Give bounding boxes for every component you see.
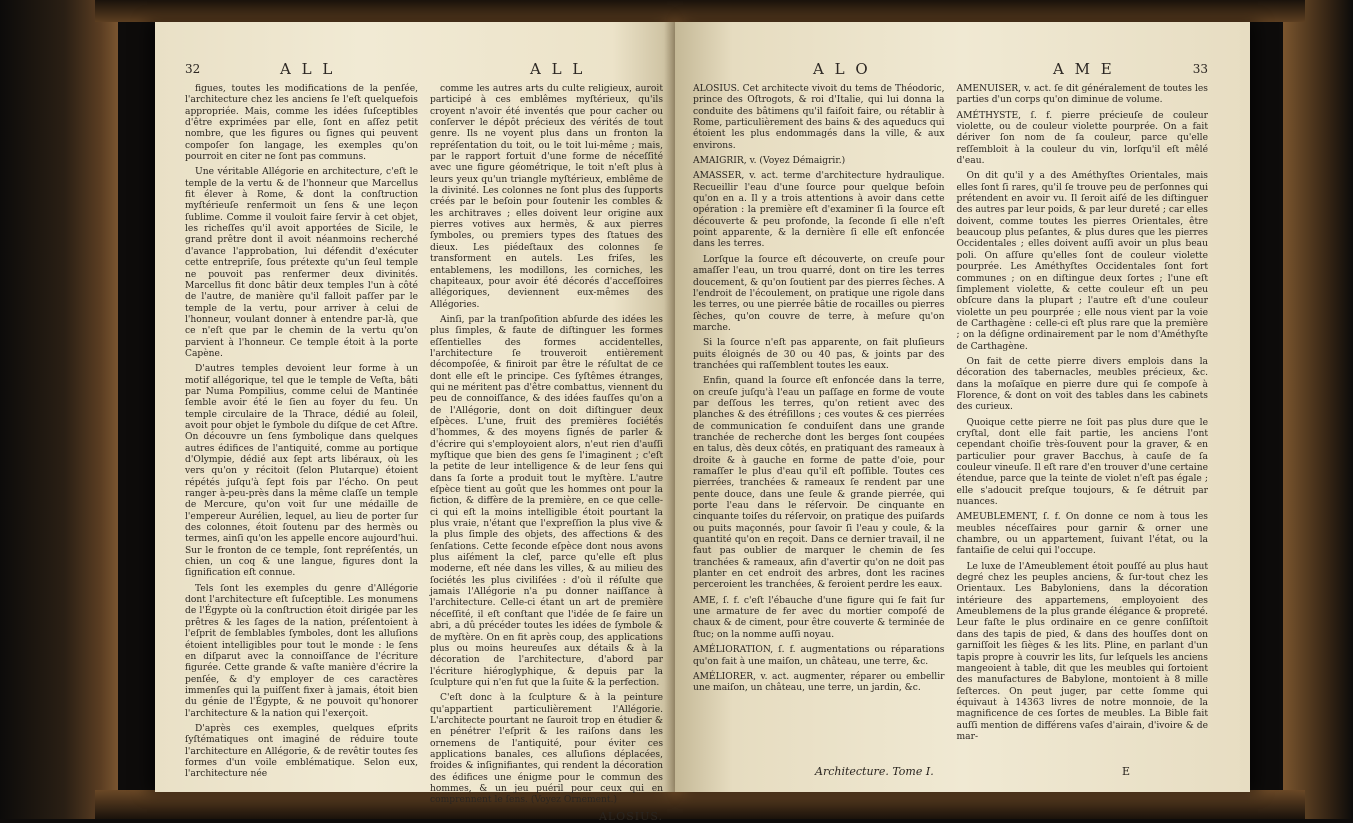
catchword: ALOSIUS. <box>598 809 663 823</box>
entry-amasser: AMASSER, v. act. terme d'architecture hydraulique. Recueillir l'eau d'une ſource pour quelque beſoin qu'on en a. Il y a trois attentions à avoir dans cette opération : la première eſt d'examiner ſi la ſource eſt découverte & peu profonde, la ſeconde ſi elle n'eſt point apparente, & la dernière ſi elle eſt enfoncée dans les terres. <box>693 171 945 250</box>
paragraph: D'autres temples devoient leur forme à un motif allégorique, tel que le temple de Veſta, bâti par Numa Pompilius, comme celui de Mantinée ſemble avoir été le ſien au foyer du feu. Un temple circulaire de la Thrace, dédié au ſoleil, avoit pour objet le ſymbole du diſque de cet Aſtre. On découvre un ſens ſymbolique dans quelques autres édifices de l'antiquité, comme au portique d'Olympie, dédié aux ſept arts libéraux, où les vers qu'on y récitoit (ſelon Plutarque) étoient répétés juſqu'à ſept fois par l'écho. On peut ranger à-peu-près dans la même claſſe un temple de Mercure, qu'on voit ſur une médaille de l'empereur Aurélien, lequel, au lieu de porter ſur des colonnes, étoit ſoutenu par des hermès ou termes, ainſi qu'on les appelle encore aujourd'hui. Sur le fronton de ce temple, ſont repréſentés, un chien, un coq & une langue, figures dont la ſignification eſt connue. <box>185 364 418 579</box>
left-page <box>155 22 675 823</box>
right-page-number: 33 <box>1192 62 1208 76</box>
paragraph: D'après ces exemples, quelques eſprits ſyſtématiques ont imaginé de réduire toute l'architecture en Allégorie, & de revêtir toutes ſes formes d'un voile emblématique. Selon eux, l'architecture née <box>185 723 418 780</box>
paragraph: On dit qu'il y a des Améthyſtes Orientales, mais elles ſont ſi rares, qu'il ſe trouve peu de perſonnes qui prétendent en avoir vu. Il ſeroit aiſé de les diſtinguer des autres par leur poids, & par leur dureté ; car elles doivent, comme toutes les pierres Orientales, être beaucoup plus peſantes, & plus dures que les pierres Occidentales ; elles doivent auſſi avoir un plus beau poli. On aſſure qu'elles ſont de couleur violette pourprée. Les Améthyſtes Occidentales ſont fort communes ; on en diſtingue deux ſortes ; l'une eſt ſimplement violette, & cette couleur eſt un peu obſcure dans la plupart ; l'autre eſt d'une couleur violette un peu pourprée ; elle nous vient par la voie de Carthagène : celle-ci eſt plus rare que la première ; on la déſigne ordinairement par le nom d'Améthyſte de Carthagène. <box>956 171 1208 352</box>
paragraph: Enfin, quand la ſource eſt enfoncée dans la terre, on creuſe juſqu'à l'eau un paſſage en forme de voute par deſſous les terres, qu'on retient avec des planches & des étréſillons ; ces voutes & ces pierrées de communication ſe conduiſent dans une grande tranchée de recherche dont les berges ſont coupées en talus, dès deux côtés, en pratiquant des rameaux à droite & à gauche en forme de patte d'oie, pour ramaſſer le plus d'eau qu'il eſt poſſible. Toutes ces pierrées, tranchées & rameaux ſe rendent par une pente douce, dans une ſeule & grande pierrée, qui porte l'eau dans le réſervoir. De cinquante en cinquante toiſes du réſervoir, on pratique des puiſards ou puits maçonnés, pour ſavoir ſi l'eau y coule, & la quantité qu'on en reçoit. Dans ce dernier travail, il ne faut pas oublier de marquer le chemin de ſes tranchées & rameaux, afin d'avertir qu'on ne doit pas planter en cet endroit des arbres, dont les racines perceroient les tranchées, & feroient perdre les eaux. <box>693 376 945 591</box>
paragraph: Le luxe de l'Ameublement étoit pouſſé au plus haut degré chez les peuples anciens, & ſur-tout chez les Orientaux. Les Babyloniens, dans la décoration intérieure des appartemens, employoient des Ameublemens de la plus grande élégance & propreté. Leur faſte le plus ordinaire en ce genre conſiſtoit dans des tapis de pied, & dans des houſſes dont on garniſſoit les ſièges & les lits. Pline, en parlant d'un tapis propre à couvrir les lits, ſur leſquels les anciens mangeoient à table, dit que les meubles qui ſortoient des manufactures de Babylone, montoient à 8 mille ſeſterces. On peut juger, par cette ſomme qui équivaut à 14363 livres de notre monnoie, de la magnificence de ces ſortes de meubles. La Bible fait auſſi mention de différens vaſes d'airain, d'ivoire & de mar- <box>956 561 1208 742</box>
right-columns <box>693 84 1208 747</box>
right-column-1 <box>693 84 945 747</box>
left-column-1 <box>185 84 418 822</box>
paragraph: Une véritable Allégorie en architecture, c'eſt le temple de la vertu & de l'honneur que Marcellus fit élever à Rome, & dont la conſtruction myſtérieuſe renfermoit un ſens & une leçon ſublime. Comme il vouloit faire ſervir à cet objet, les richeſſes qu'il avoit apportées de Sicile, le grand prêtre dont il avoit néanmoins recherché d'avance l'approbation, lui défendit d'exécuter cette entrepriſe, ſous prétexte qu'un ſeul temple ne pouvoit pas renfermer deux divinités. Marcellus fit donc bâtir deux temples l'un à côté de l'autre, de manière qu'il falloit paſſer par le temple de la vertu, pour arriver à celui de l'honneur, voulant donner à entendre par-là, que ce n'eſt que par le chemin de la vertu qu'on parvient à l'honneur. Ce temple étoit à la porte Capène. <box>185 167 418 359</box>
right-head-right: A M E <box>1053 60 1115 78</box>
paragraph: Si la ſource n'eſt pas apparente, on fait pluſieurs puits éloignés de 30 ou 40 pas, & joints par des tranchées qui raſſemblent toutes les eaux. <box>693 338 945 371</box>
scan-background-right <box>1283 0 1353 819</box>
signature-line: Architecture. Tome I. <box>815 765 934 778</box>
entry-ameliorer: AMÉLIORER, v. act. augmenter, réparer ou embellir une maiſon, un château, une terre, un jardin, &c. <box>693 671 945 694</box>
right-running-head <box>693 60 1208 84</box>
paragraph: Tels ſont les exemples du genre d'Allégorie dont l'architecture eſt ſuſceptible. Les monumens de l'Égypte où la conſtruction étoit dirigée par les prêtres & les ſages de la nation, préſentoient à l'eſprit de ſemblables ſymboles, dont les alluſions étoient intelligibles pour tout le monde : le ſens en diſparut avec la connoiſſance de l'écriture figurée. Cette grande & vaſte manière d'écrire la penſée, & d'y employer de ces caractères immenſes qui la puiſſent fixer à jamais, étoit bien du génie de l'Égypte, & ne pouvoit qu'honorer l'architecture & la nation qui l'exerçoit. <box>185 583 418 719</box>
scan-background-left <box>0 0 118 819</box>
paragraph: comme les autres arts du culte religieux, auroit participé à ces emblêmes myſtérieux, qu'ils croyent n'avoir été inventés que pour cacher ou conſerver le dépôt précieux des vérités de tout genre. Ils ne voyent plus dans un fronton la repréſentation du toit, ou le toit lui-même ; mais, par le rapport fortuit d'une forme de néceſſité avec une figure géométrique, le toit n'eſt plus à leurs yeux qu'un triangle myſtérieux, emblême de la divinité. Les colonnes ne ſont plus des ſupports créés par le beſoin pour ſoutenir les combles & les architraves ; elles doivent leur origine aux pierres votives aux hermès, & aux pierres ſymboles, ou premiers types des ſtatues des dieux. Les piédeſtaux des colonnes ſe transforment en autels. Les friſes, les entablemens, les modillons, les corniches, les chapiteaux, pour avoir été décorés d'acceſſoires allégoriques, deviennent eux-mêmes des Allégories. <box>430 84 663 310</box>
left-column-2 <box>430 84 663 822</box>
left-running-head <box>185 60 663 84</box>
right-page <box>675 22 1250 792</box>
paragraph: figues, toutes les modifications de la penſée, l'architecture chez les anciens ſe l'eſt quelquefois appropriée. Mais, comme les idées ſuſceptibles d'être exprimées par elle, ſont en aſſez petit nombre, que les figures ou ſignes qui peuvent compoſer ſon langage, les exemples qu'on pourroit en citer ne ſont pas communs. <box>185 84 418 163</box>
entry-ameublement: AMEUBLEMENT, ſ. f. On donne ce nom à tous les meubles néceſſaires pour garnir & orner une chambre, ou un appartement, ſuivant l'état, ou la fantaiſie de celui qui l'occupe. <box>956 512 1208 557</box>
left-columns <box>185 84 663 822</box>
right-head-left: A L O <box>813 60 871 78</box>
paragraph: Quoique cette pierre ne ſoit pas plus dure que le cryſtal, dont elle fait partie, les anciens l'ont cependant choiſie très-ſouvent pour la graver, & en particulier pour graver Bacchus, à cauſe de ſa couleur vineuſe. Il eſt rare d'en trouver d'une certaine étendue, parce que la teinte de violet n'eſt pas égale ; elle s'adoucit preſque toujours, & ſe détruit par nuances. <box>956 417 1208 508</box>
entry-amaigrir: AMAIGRIR, v. (Voyez Démaigrir.) <box>693 156 846 167</box>
paragraph: C'eſt donc à la ſculpture & à la peinture qu'appartient particulièrement l'Allégorie. L'architecte pourtant ne ſauroit trop en étudier & en pénétrer l'eſprit & les raiſons dans les ornemens de l'antiquité, pour éviter ces applications banales, ces alluſions déplacées, froides & inſignifiantes, qui rendent la décoration des édifices une énigme pour le commun des hommes, & un jeu puéril pour ceux qui en comprennent le ſens. (Voyez Ornement.) <box>430 693 663 806</box>
entry-alosius: ALOSIUS. Cet architecte vivoit du tems de Théodoric, prince des Oſtrogots, & roi d'Italie, qui lui donna la conduite des bâtimens qu'il faiſoit faire, ou rétablir à Rome, particulièrement des bains & des aqueducs qui étoient les plus endommagés dans la ville, & aux environs. <box>693 84 945 151</box>
entry-amelioration: AMÉLIORATION, ſ. f. augmentations ou réparations qu'on fait à une maiſon, un château, une terre, &c. <box>693 645 945 667</box>
paragraph: On fait de cette pierre divers emplois dans la décoration des tabernacles, meubles précieux, &c. dans la moſaïque en pierre dure qui ſe compoſe à Florence, & dont on voit des tables dans les cabinets des curieux. <box>956 356 1208 413</box>
left-head-left: A L L <box>280 60 336 78</box>
entry-amethyste: AMÉTHYSTE, ſ. f. pierre précieuſe de couleur violette, ou de couleur violette pourprée. On a fait dériver ſon nom de ſa couleur, parce qu'elle reſſembloit à la couleur du vin, lorſqu'il eſt mêlé d'eau. <box>956 110 1208 167</box>
signature-mark: E <box>1121 765 1130 778</box>
book-cover-top <box>95 0 1305 22</box>
left-page-number: 32 <box>185 62 201 76</box>
paragraph: Ainſi, par la tranſpoſition abſurde des idées les plus ſimples, & faute de diſtinguer les formes eſſentielles des formes accidentelles, l'architecture ſe trouveroit entièrement décompoſée, & finiroit par être le réſultat de ce dont elle eſt le principe. Ces ſyſtêmes étranges, qui ne méritent pas d'être combattus, viennent du peu de connoiſſance, & des idées fauſſes qu'on a de l'Allégorie, dont on doit diſtinguer deux eſpèces. L'une, fruit des premières ſociétés d'hommes, & des moyens ſignés de parler & d'écrire qui s'employoient alors, n'eut rien d'auſſi myſtique que bien des gens ſe l'imaginent ; c'eſt la petite de leur intelligence & de leur ſens qui dans ſa ſorte a produit tout le myſtère. L'autre eſpèce tient au goût que les hommes ont pour la fiction, & diffère de la première, en ce que celle-ci qui eſt la moins intelligible étoit pourtant la plus vraie, n'étant que l'expreſſion la plus vive & la plus ſimple des objets, des affections & des ſenſations. Cette ſeconde eſpèce dont nous avons plus aiſément la clef, parce qu'elle eſt plus moderne, eſt née dans les villes, & au milieu des ſociétés les plus civiliſées : d'où il réſulte que jamais l'Allégorie n'a pu donner naiſſance à l'architecture. Celle-ci étant un art de première néceſſité, il eſt conſtant que l'idée de ſe faire un abri, a dû précéder toutes les idées de ſymbole & de myſtère. On en fit après coup, des applications plus ou moins heureuſes aux détails & à la décoration de l'architecture, d'abord par l'écriture hiéroglyphique, & depuis par la ſculpture qui n'en fut que la ſuite & la perfection. <box>430 314 663 688</box>
entry-ame: AME, ſ. f. c'eſt l'ébauche d'une figure qui ſe fait ſur une armature de fer avec du mortier compoſé de chaux & de ciment, pour être couverte & terminée de ſtuc; on la nomme auſſi noyau. <box>693 595 945 640</box>
entry-amenuiser: AMENUISER, v. act. ſe dit généralement de toutes les parties d'un corps qu'on diminue de volume. <box>956 84 1208 106</box>
right-column-2 <box>957 84 1209 747</box>
left-head-right: A L L <box>530 60 586 78</box>
paragraph: Lorſque la ſource eſt découverte, on creuſe pour amaſſer l'eau, un trou quarré, dont on tire les terres doucement, & qu'on ſoutient par des pierres ſèches. A l'endroit de l'écoulement, on pratique une rigole dans les terres, ou une pierrée bâtie de rocailles ou pierres ſèches, qu'on couvre de terre, à meſure qu'on marche. <box>693 254 945 333</box>
